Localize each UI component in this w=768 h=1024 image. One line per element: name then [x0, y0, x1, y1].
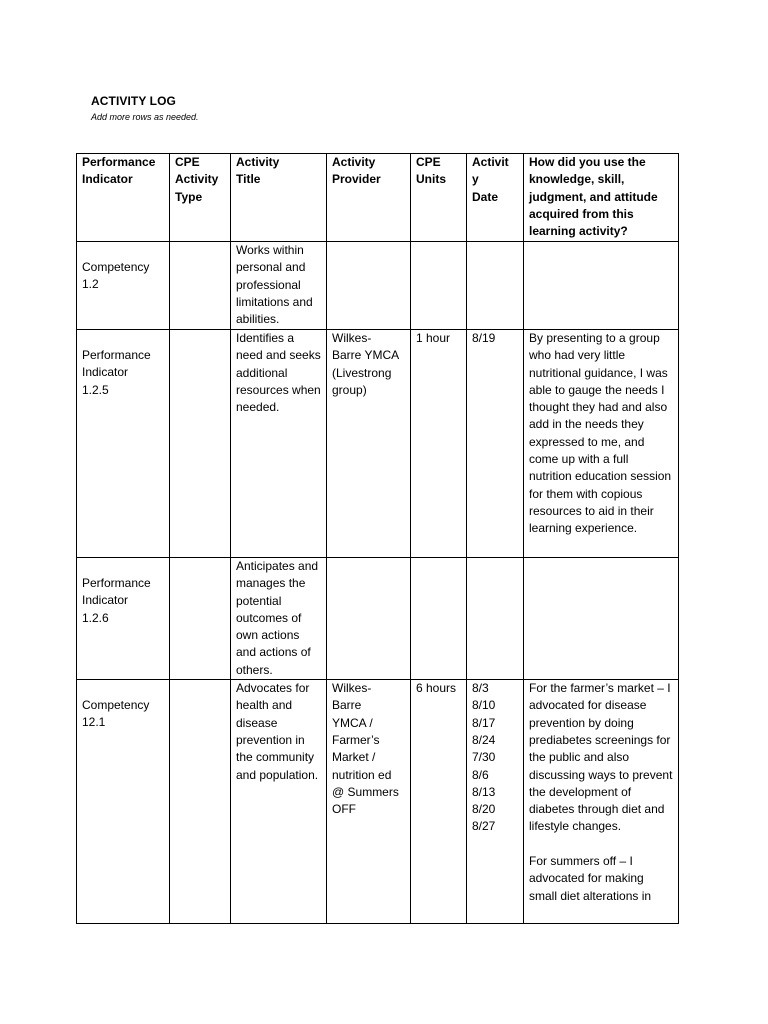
row-activity-provider	[327, 242, 411, 330]
header-cpe-activity-type: CPE Activity Type	[170, 154, 231, 242]
table-header-row	[77, 154, 679, 242]
row-activity-type	[170, 242, 231, 330]
header-activity-provider: Activity Provider	[327, 154, 411, 242]
page-title: ACTIVITY LOG	[91, 94, 176, 108]
table-row	[77, 558, 679, 680]
row-activity-date	[467, 242, 524, 330]
row-activity-type	[170, 558, 231, 680]
row-indicator: Performance Indicator 1.2.5	[77, 330, 170, 558]
row-activity-provider: Wilkes- Barre YMCA / Farmer’s Market / nutrition ed @ Summers OFF	[327, 680, 411, 924]
row-indicator: Competency 1.2	[77, 242, 170, 330]
table-row	[77, 242, 679, 330]
row-activity-date	[467, 558, 524, 680]
row-activity-provider	[327, 558, 411, 680]
activity-log-table	[76, 153, 679, 924]
header-how-used: How did you use the knowledge, skill, judgment, and attitude acquired from this learning activity?	[524, 154, 679, 242]
header-activity-title: Activity Title	[231, 154, 327, 242]
row-activity-type	[170, 680, 231, 924]
row-indicator: Competency 12.1	[77, 680, 170, 924]
header-activity-date: Activit y Date	[467, 154, 524, 242]
row-activity-date: 8/3 8/10 8/17 8/24 7/30 8/6 8/13 8/20 8/27	[467, 680, 524, 924]
page-subtitle: Add more rows as needed.	[91, 112, 199, 122]
row-activity-title: Advocates for health and disease prevention in the community and population.	[231, 680, 327, 924]
header-cpe-units: CPE Units	[411, 154, 467, 242]
header-performance-indicator: Performance Indicator	[77, 154, 170, 242]
row-activity-title: Anticipates and manages the potential outcomes of own actions and actions of others.	[231, 558, 327, 680]
row-cpe-units: 1 hour	[411, 330, 467, 558]
row-how-used: By presenting to a group who had very little nutritional guidance, I was able to gauge the needs I thought they had and also add in the needs they expressed to me, and come up with a full nutrition education session for them with copious resources to aid in their learning experience.	[524, 330, 679, 558]
table-row	[77, 680, 679, 924]
row-activity-type	[170, 330, 231, 558]
row-how-used	[524, 242, 679, 330]
table-row	[77, 330, 679, 558]
row-cpe-units	[411, 558, 467, 680]
row-how-used	[524, 558, 679, 680]
row-cpe-units	[411, 242, 467, 330]
row-activity-provider: Wilkes- Barre YMCA (Livestrong group)	[327, 330, 411, 558]
row-activity-date: 8/19	[467, 330, 524, 558]
row-activity-title: Identifies a need and seeks additional resources when needed.	[231, 330, 327, 558]
row-indicator: Performance Indicator 1.2.6	[77, 558, 170, 680]
row-cpe-units: 6 hours	[411, 680, 467, 924]
row-activity-title: Works within personal and professional limitations and abilities.	[231, 242, 327, 330]
row-how-used: For the farmer’s market – I advocated for disease prevention by doing prediabetes screenings for the public and also discussing ways to prevent the development of diabetes through diet and lifestyle changes. For summers off – I advocated for making small diet alterations in	[524, 680, 679, 924]
